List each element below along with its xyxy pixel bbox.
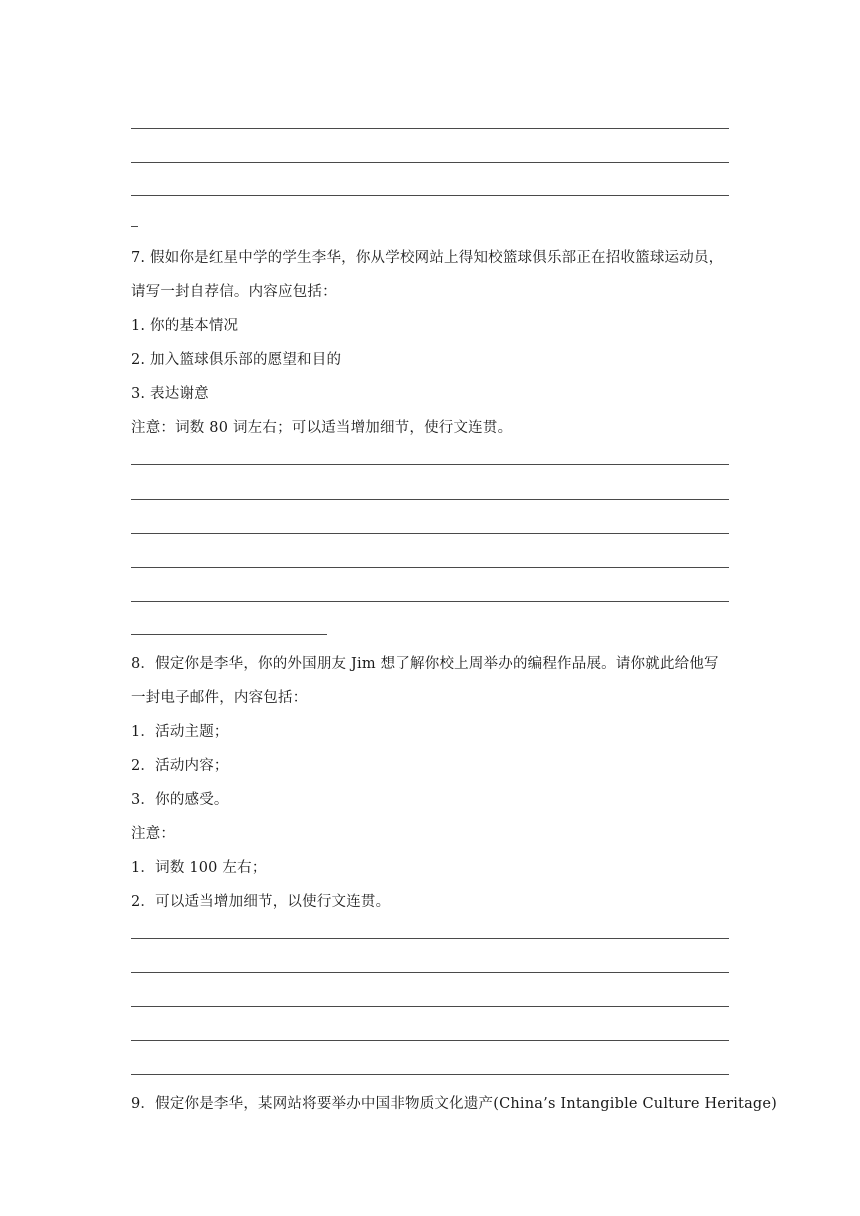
q8-note-label: 注意： <box>131 826 176 842</box>
answer-line[interactable] <box>131 128 729 129</box>
answer-line[interactable] <box>131 567 729 568</box>
q8-point-1: 1．活动主题； <box>131 724 229 740</box>
answer-line[interactable] <box>131 162 729 163</box>
answer-line[interactable] <box>131 499 729 500</box>
answer-line-end <box>131 226 138 227</box>
q9-prompt-line1: 9．假定你是李华，某网站将要举办中国非物质文化遗产(China’s Intangible Culture Heritage) <box>131 1096 778 1112</box>
q7-point-2: 2. 加入篮球俱乐部的愿望和目的 <box>131 352 342 368</box>
q8-note-2: 2．可以适当增加细节，以使行文连贯。 <box>131 894 391 910</box>
q8-point-2: 2．活动内容； <box>131 758 229 774</box>
answer-line[interactable] <box>131 195 729 196</box>
q7-point-1: 1. 你的基本情况 <box>131 318 239 334</box>
answer-line[interactable] <box>131 1006 729 1007</box>
answer-line[interactable] <box>131 972 729 973</box>
answer-line[interactable] <box>131 533 729 534</box>
answer-line[interactable] <box>131 1074 729 1075</box>
answer-line[interactable] <box>131 634 327 635</box>
q7-point-3: 3. 表达谢意 <box>131 386 209 402</box>
answer-line[interactable] <box>131 464 729 465</box>
q7-prompt-line1: 7. 假如你是红星中学的学生李华，你从学校网站上得知校篮球俱乐部正在招收篮球运动员， <box>131 250 724 266</box>
answer-line[interactable] <box>131 601 729 602</box>
answer-line[interactable] <box>131 938 729 939</box>
q7-note: 注意：词数 80 词左右；可以适当增加细节，使行文连贯。 <box>131 420 513 436</box>
answer-line[interactable] <box>131 1040 729 1041</box>
q8-prompt-line1: 8．假定你是李华，你的外国朋友 Jim 想了解你校上周举办的编程作品展。请你就此给他写 <box>131 656 719 672</box>
q7-prompt-line2: 请写一封自荐信。内容应包括： <box>131 284 337 300</box>
q8-note-1: 1．词数 100 左右； <box>131 860 267 876</box>
q8-point-3: 3．你的感受。 <box>131 792 229 808</box>
q8-prompt-line2: 一封电子邮件，内容包括： <box>131 690 308 706</box>
